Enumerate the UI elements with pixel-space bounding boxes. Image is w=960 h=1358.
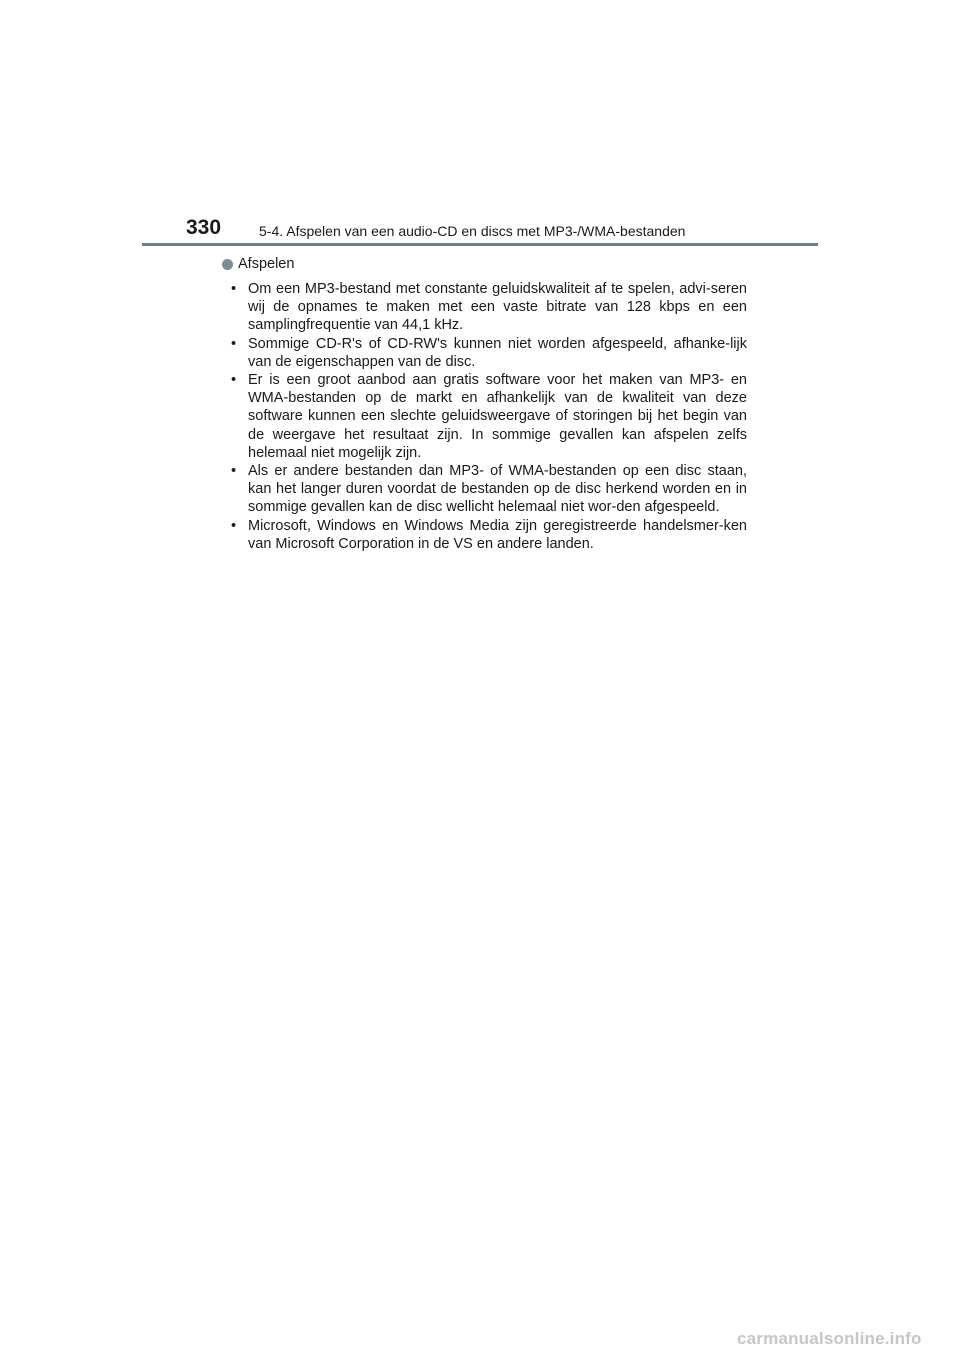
- bullet-marker: •: [231, 281, 237, 297]
- bullet-marker: •: [231, 463, 237, 480]
- header-divider: [142, 243, 818, 246]
- section-heading-label: Afspelen: [238, 256, 295, 272]
- list-item: [222, 462, 747, 517]
- list-item: [222, 280, 747, 335]
- page-number: 330: [186, 216, 222, 239]
- list-item-text: Als er andere bestanden dan MP3- of WMA-bestanden op een disc staan, kan het langer duren voordat de bestanden op de disc herkend worden en in sommige gevallen kan de disc wellicht helemaal niet wor-den afgespeeld.: [248, 463, 747, 516]
- item-list: [222, 280, 747, 553]
- list-item-text: Microsoft, Windows en Windows Media zijn geregistreerde handelsmer-ken van Microsoft Corporation in de VS en andere landen.: [248, 517, 747, 552]
- list-item: [222, 371, 747, 462]
- watermark-link[interactable]: carmanualsonline.info: [737, 1329, 922, 1348]
- list-item: [222, 517, 747, 553]
- list-item: [222, 335, 747, 371]
- bullet-marker: •: [231, 372, 237, 389]
- section-heading: [222, 254, 747, 274]
- filled-circle-bullet-icon: [222, 259, 233, 270]
- bullet-marker: •: [231, 335, 237, 352]
- running-header-title: 5-4. Afspelen van een audio-CD en discs met MP3-/WMA-bestanden: [259, 223, 686, 239]
- list-item-text: Sommige CD-R's of CD-RW's kunnen niet worden afgespeeld, afhanke-lijk van de eigenschappen van de disc.: [248, 335, 747, 370]
- list-item-text: Er is een groot aanbod aan gratis software voor het maken van MP3- en WMA-bestanden op de markt en afhankelijk van de kwaliteit van deze software kunnen een slechte geluidsweergave of storingen bij het begin van de weergave het resultaat zijn. In sommige gevallen kan afspelen zelfs helemaal niet mogelijk zijn.: [248, 372, 747, 461]
- list-item-text: Om een MP3-bestand met constante geluidskwaliteit af te spelen, advi-seren wij de opnames te maken met een vaste bitrate van 128 kbps en een samplingfrequentie van 44,1 kHz.: [248, 281, 747, 334]
- content-section: [222, 254, 747, 553]
- bullet-marker: •: [231, 517, 237, 534]
